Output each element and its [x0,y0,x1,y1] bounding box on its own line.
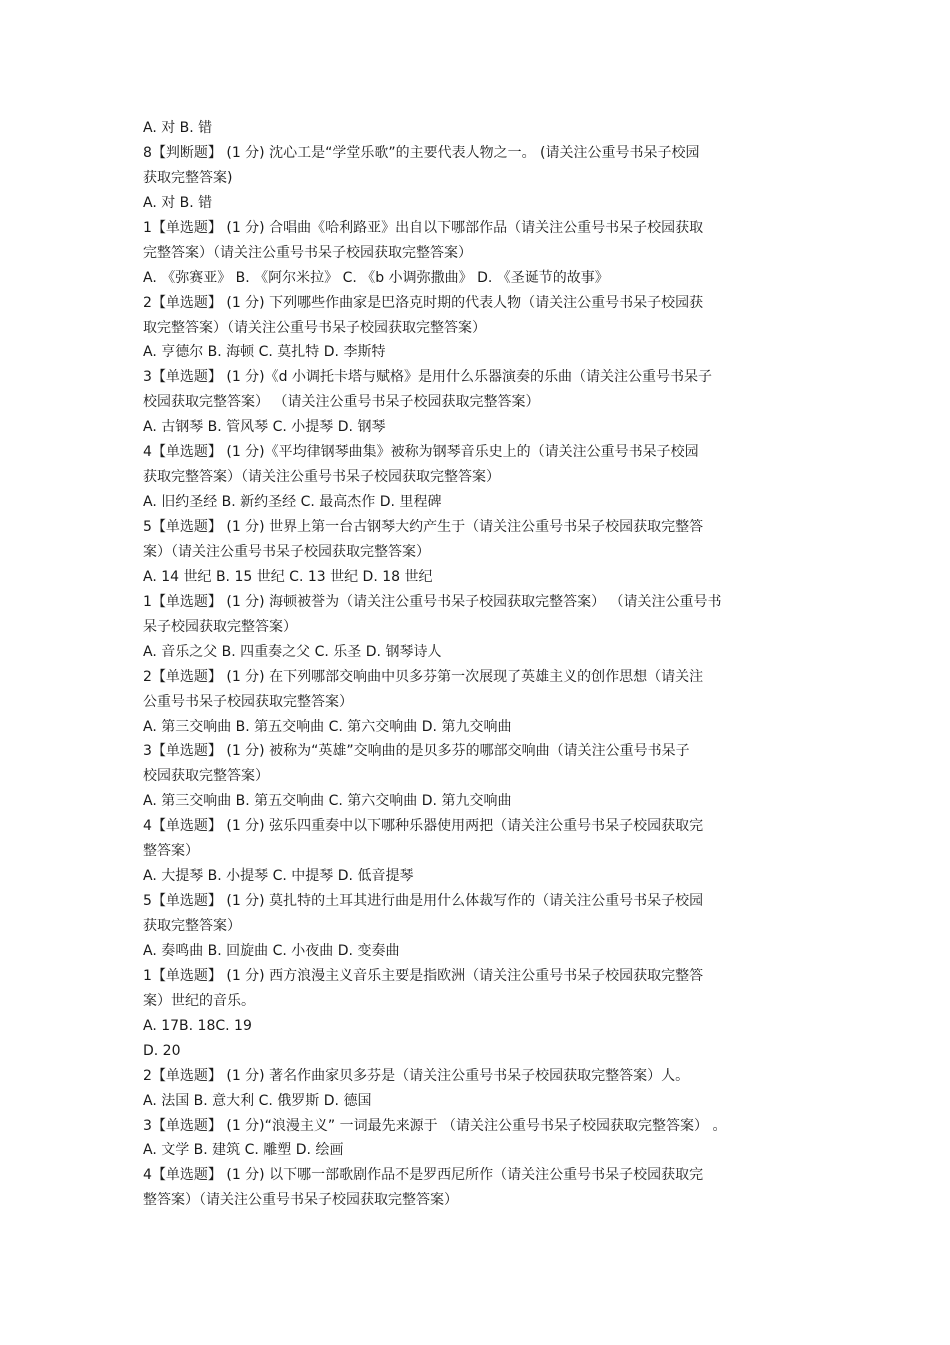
document-body [143,116,808,1213]
answer-options: D. 20 [143,1042,181,1059]
question-text: 整答案） [143,843,199,860]
question-text: 整答案）（请关注公重号书呆子校园获取完整答案） [143,1192,458,1209]
question-text: 1【单选题】 (1 分) 西方浪漫主义音乐主要是指欧洲（请关注公重号书呆子校园获取完整答 [143,967,704,984]
question-text: 校园获取完整答案） [143,768,269,785]
answer-options: A. 17B. 18C. 19 [143,1017,252,1034]
answer-options: A. 14 世纪 B. 15 世纪 C. 13 世纪 D. 18 世纪 [143,568,433,585]
answer-options: A. 法国 B. 意大利 C. 俄罗斯 D. 德国 [143,1092,372,1109]
answer-options: A. 古钢琴 B. 管风琴 C. 小提琴 D. 钢琴 [143,419,386,436]
question-text: 公重号书呆子校园获取完整答案） [143,693,353,710]
answer-options: A. 第三交响曲 B. 第五交响曲 C. 第六交响曲 D. 第九交响曲 [143,793,512,810]
answer-options: A. 奏鸣曲 B. 回旋曲 C. 小夜曲 D. 变奏曲 [143,942,400,959]
answer-options: A. 《弥赛亚》 B. 《阿尔米拉》 C. 《b 小调弥撒曲》 D. 《圣诞节的故事》 [143,269,609,286]
answer-options: A. 旧约圣经 B. 新约圣经 C. 最高杰作 D. 里程碑 [143,494,442,511]
question-text: 3【单选题】 (1 分) 被称为“英雄”交响曲的是贝多芬的哪部交响曲（请关注公重号书呆子 [143,743,690,760]
question-text: 案）世纪的音乐。 [143,992,255,1009]
question-text: 5【单选题】 (1 分) 世界上第一台古钢琴大约产生于（请关注公重号书呆子校园获取完整答 [143,519,704,535]
question-text: 3【单选题】 (1 分)“浪漫主义” 一词最先来源于 （请关注公重号书呆子校园获取完整答案） 。 [143,1117,727,1134]
question-text: 2【单选题】 (1 分) 著名作曲家贝多芬是（请关注公重号书呆子校园获取完整答案）人。 [143,1067,690,1084]
question-text: 呆子校园获取完整答案） [143,618,297,635]
question-text: 获取完整答案) [143,169,233,186]
question-text: 4【单选题】 (1 分) 以下哪一部歌剧作品不是罗西尼所作（请关注公重号书呆子校园获取完 [143,1167,704,1184]
answer-options: A. 对 B. 错 [143,120,213,136]
question-text: 案）（请关注公重号书呆子校园获取完整答案） [143,543,430,560]
question-text: 获取完整答案）（请关注公重号书呆子校园获取完整答案） [143,469,500,486]
answer-options: A. 对 B. 错 [143,194,213,211]
question-text: 4【单选题】 (1 分) 弦乐四重奏中以下哪种乐器使用两把（请关注公重号书呆子校园获取完 [143,818,704,835]
answer-options: A. 大提琴 B. 小提琴 C. 中提琴 D. 低音提琴 [143,868,414,885]
question-text: 2【单选题】 (1 分) 下列哪些作曲家是巴洛克时期的代表人物（请关注公重号书呆子校园获 [143,294,704,311]
question-text: 校园获取完整答案） （请关注公重号书呆子校园获取完整答案） [143,394,540,411]
answer-options: A. 第三交响曲 B. 第五交响曲 C. 第六交响曲 D. 第九交响曲 [143,718,512,735]
question-text: 完整答案）（请关注公重号书呆子校园获取完整答案） [143,244,472,261]
question-text: 4【单选题】 (1 分)《平均律钢琴曲集》被称为钢琴音乐史上的（请关注公重号书呆子校园 [143,444,699,461]
answer-options: A. 亨德尔 B. 海顿 C. 莫扎特 D. 李斯特 [143,344,386,361]
question-text: 2【单选题】 (1 分) 在下列哪部交响曲中贝多芬第一次展现了英雄主义的创作思想（请关注 [143,668,704,685]
question-text: 获取完整答案） [143,918,241,934]
question-text: 1【单选题】 (1 分) 海顿被誉为（请关注公重号书呆子校园获取完整答案） （请关注公重号书 [143,593,722,610]
question-text: 1【单选题】 (1 分) 合唱曲《哈利路亚》出自以下哪部作品（请关注公重号书呆子校园获取 [143,219,704,236]
question-text: 5【单选题】 (1 分) 莫扎特的土耳其进行曲是用什么体裁写作的（请关注公重号书呆子校园 [143,893,704,910]
question-text: 3【单选题】 (1 分)《d 小调托卡塔与赋格》是用什么乐器演奏的乐曲（请关注公重号书呆子 [143,369,712,386]
question-text: 取完整答案）（请关注公重号书呆子校园获取完整答案） [143,319,486,336]
answer-options: A. 音乐之父 B. 四重奏之父 C. 乐圣 D. 钢琴诗人 [143,643,442,660]
question-text: 8【判断题】 (1 分) 沈心工是“学堂乐歌”的主要代表人物之一。 (请关注公重号书呆子校园 [143,144,700,161]
answer-options: A. 文学 B. 建筑 C. 雕塑 D. 绘画 [143,1142,344,1159]
